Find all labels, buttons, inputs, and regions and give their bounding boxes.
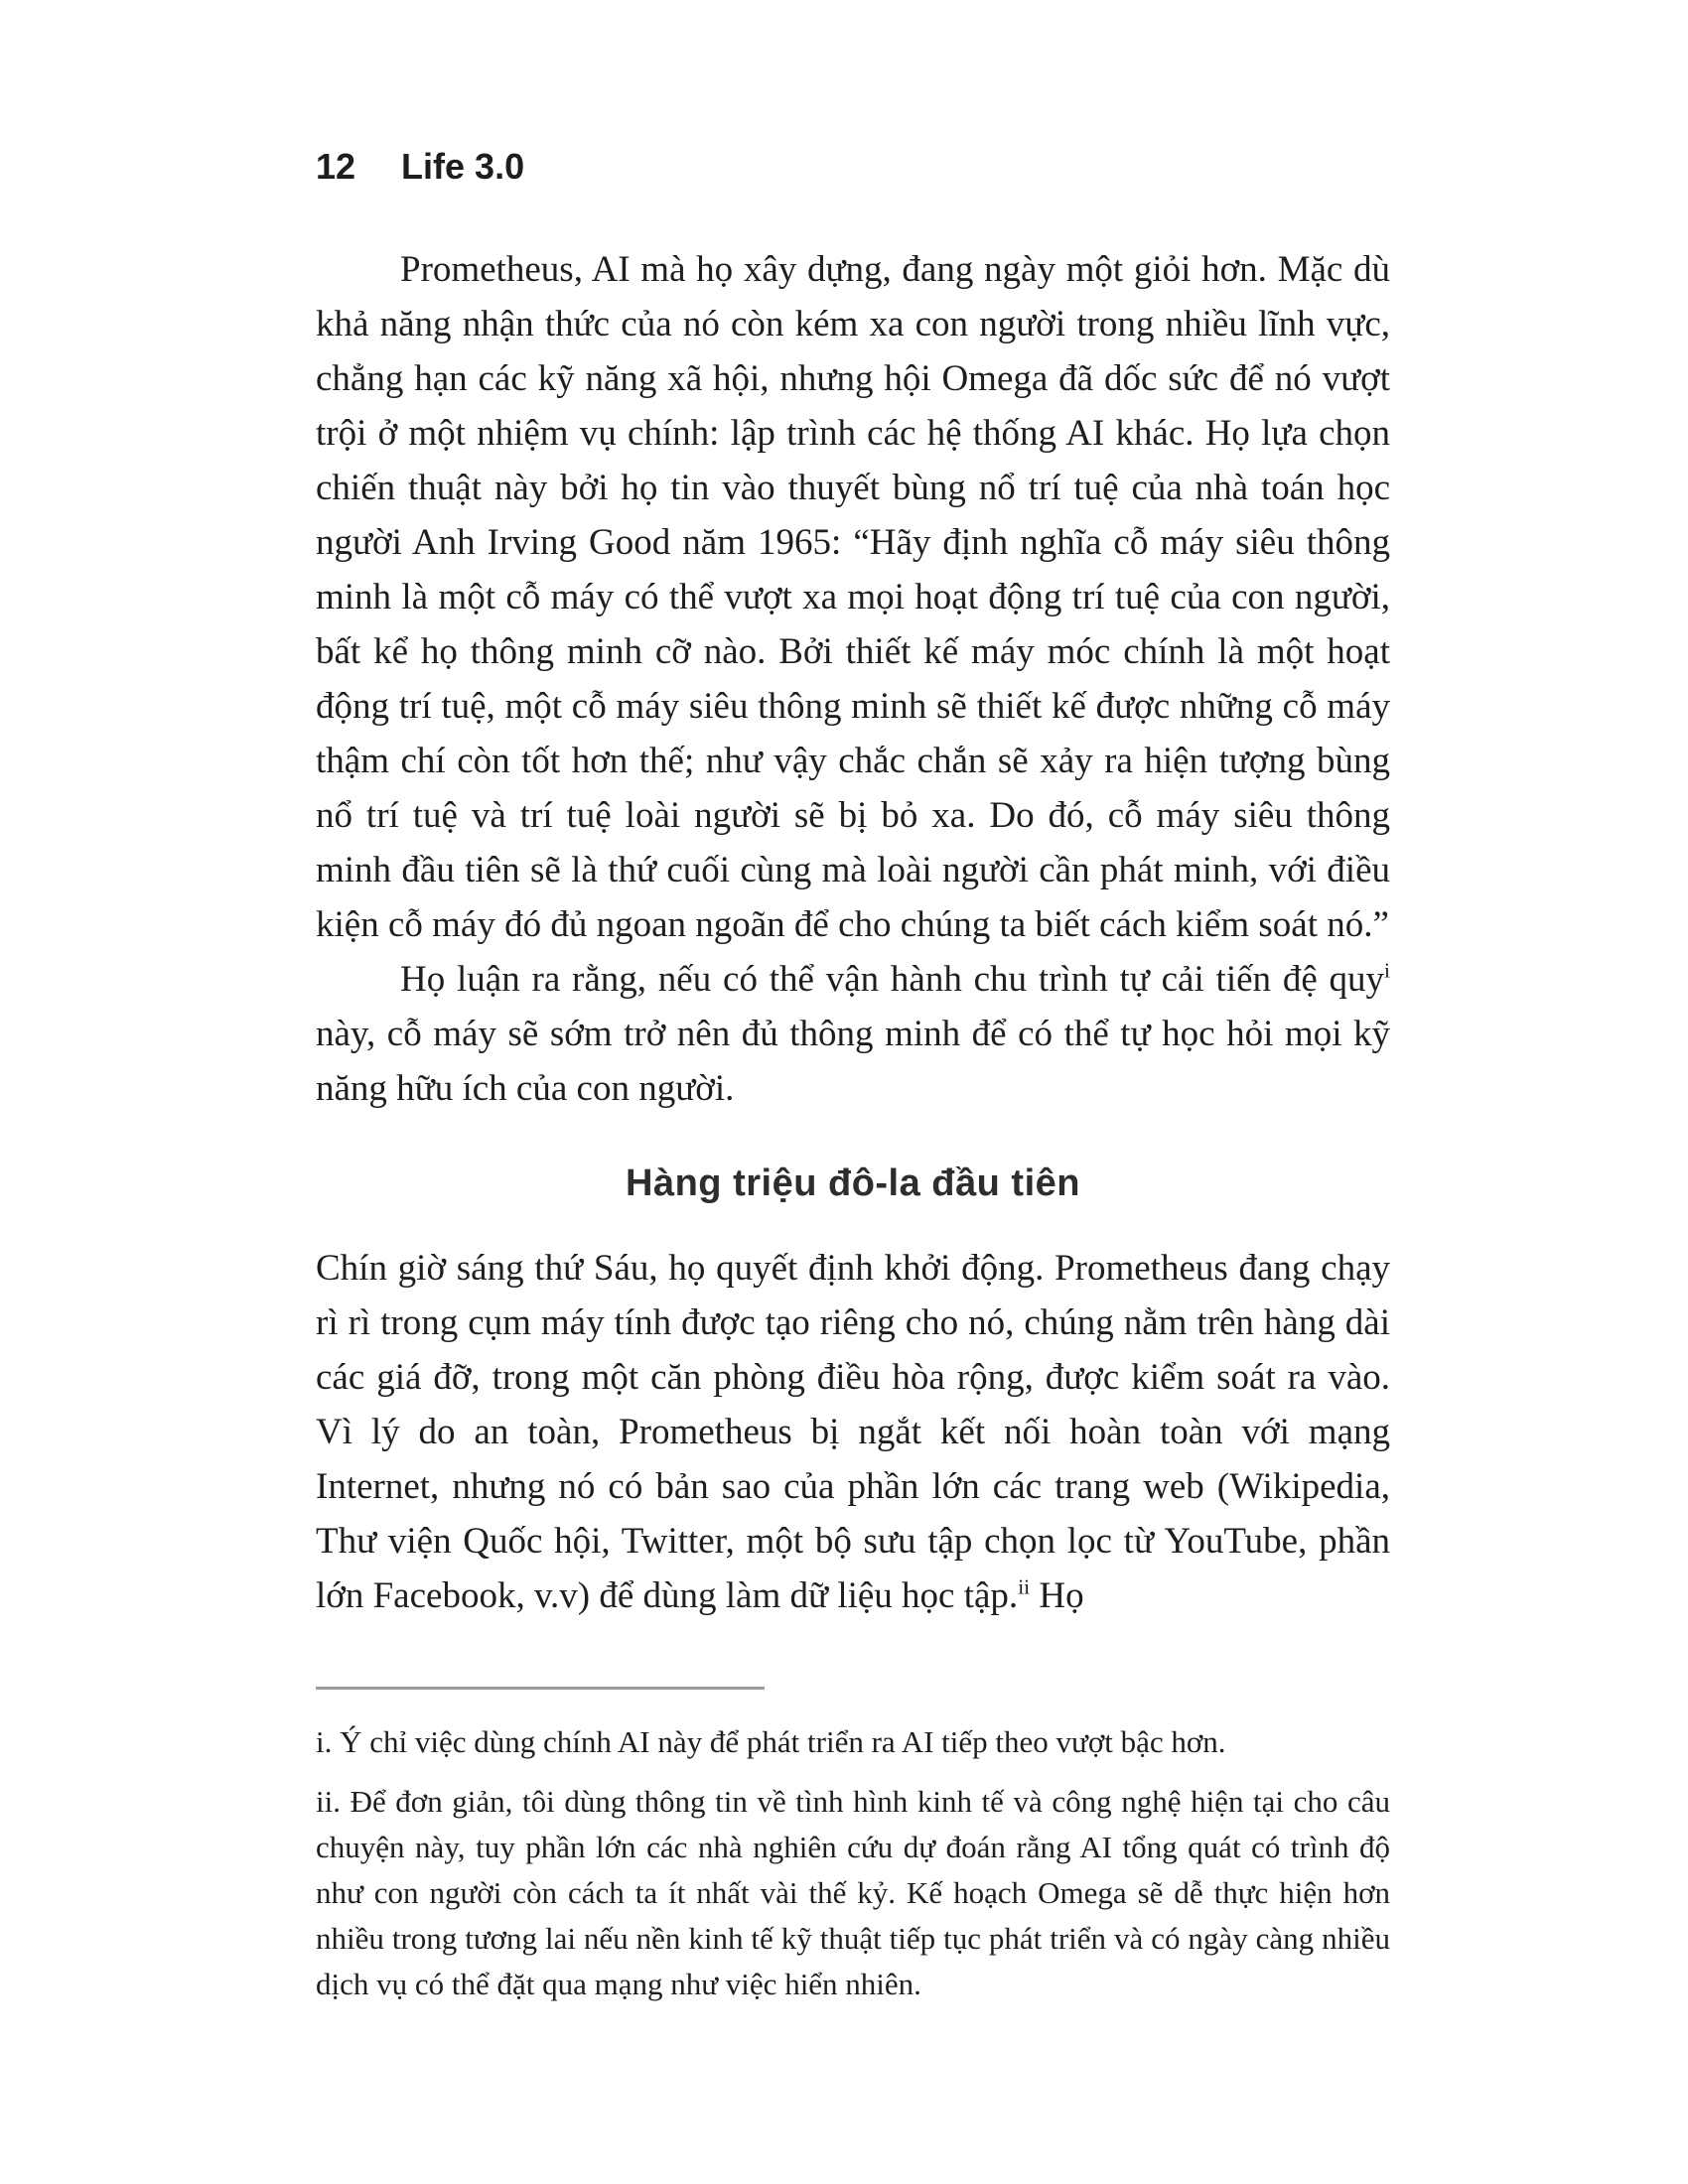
footnote-i: i. Ý chỉ việc dùng chính AI này để phát triển ra AI tiếp theo vượt bậc hơn. bbox=[316, 1724, 1226, 1759]
footnote-marker-ii: ii bbox=[1018, 1574, 1031, 1599]
body-paragraph-1: Prometheus, AI mà họ xây dựng, đang ngày một giỏi hơn. Mặc dù khả năng nhận thức của nó còn kém xa con người trong nhiều lĩnh vực, chẳng hạn các kỹ năng xã hội, nhưng hội Omega đã dốc sức để nó vượt trội ở một nhiệm vụ chính: lập trình các hệ thống AI khác. Họ lựa chọn chiến thuật này bởi họ tin vào thuyết bùng nổ trí tuệ của nhà toán học người Anh Irving Good năm 1965: “Hãy định nghĩa cỗ máy siêu thông minh là một cỗ máy có thể vượt xa mọi hoạt động trí tuệ của con người, bất kể họ thông minh cỡ nào. Bởi thiết kế máy móc chính là một hoạt động trí tuệ, một cỗ máy siêu thông minh sẽ thiết kế được những cỗ máy thậm chí còn tốt hơn thế; như vậy chắc chắn sẽ xảy ra hiện tượng bùng nổ trí tuệ và trí tuệ loài người sẽ bị bỏ xa. Do đó, cỗ máy siêu thông minh đầu tiên sẽ là thứ cuối cùng mà loài người cần phát minh, với điều kiện cỗ máy đó đủ ngoan ngoãn để cho chúng ta biết cách kiểm soát nó.” bbox=[316, 249, 1390, 945]
body-paragraph-3 bbox=[316, 1241, 1390, 1623]
paragraph-text: Chín giờ sáng thứ Sáu, họ quyết định khởi động. Prometheus đang chạy rì rì trong cụm máy tính được tạo riêng cho nó, chúng nằm trên hàng dài các giá đỡ, trong một căn phòng điều hòa rộng, được kiểm soát ra vào. Vì lý do an toàn, Prometheus bị ngắt kết nối hoàn toàn với mạng Internet, nhưng nó có bản sao của phần lớn các trang web (Wikipedia, Thư viện Quốc hội, Twitter, một bộ sưu tập chọn lọc từ YouTube, phần lớn Facebook, v.v) để dùng làm dữ liệu học tập. bbox=[316, 1248, 1390, 1616]
page-number: 12 bbox=[316, 146, 356, 187]
body-paragraph-2 bbox=[316, 952, 1390, 1116]
running-title: Life 3.0 bbox=[401, 146, 525, 187]
footnotes-section bbox=[316, 1687, 1390, 2007]
paragraph-text: này, cỗ máy sẽ sớm trở nên đủ thông minh để có thể tự học hỏi mọi kỹ năng hữu ích của con người. bbox=[316, 1014, 1390, 1109]
page-content bbox=[316, 147, 1390, 2021]
footnote-ii: ii. Để đơn giản, tôi dùng thông tin về tình hình kinh tế và công nghệ hiện tại cho câu chuyện này, tuy phần lớn các nhà nghiên cứu dự đoán rằng AI tổng quát có trình độ như con người còn cách ta ít nhất vài thế kỷ. Kế hoạch Omega sẽ dễ thực hiện hơn nhiều trong tương lai nếu nền kinh tế kỹ thuật tiếp tục phát triển và có ngày càng nhiều dịch vụ có thể đặt qua mạng như việc hiển nhiên. bbox=[316, 1784, 1390, 2001]
paragraph-text: Họ luận ra rằng, nếu có thể vận hành chu trình tự cải tiến đệ quy bbox=[400, 959, 1385, 1000]
page-header bbox=[316, 147, 1390, 187]
footnote-marker-i: i bbox=[1384, 958, 1390, 983]
footnote-separator bbox=[316, 1687, 765, 1690]
paragraph-text: Họ bbox=[1030, 1575, 1084, 1616]
section-heading: Hàng triệu đô-la đầu tiên bbox=[626, 1162, 1080, 1204]
